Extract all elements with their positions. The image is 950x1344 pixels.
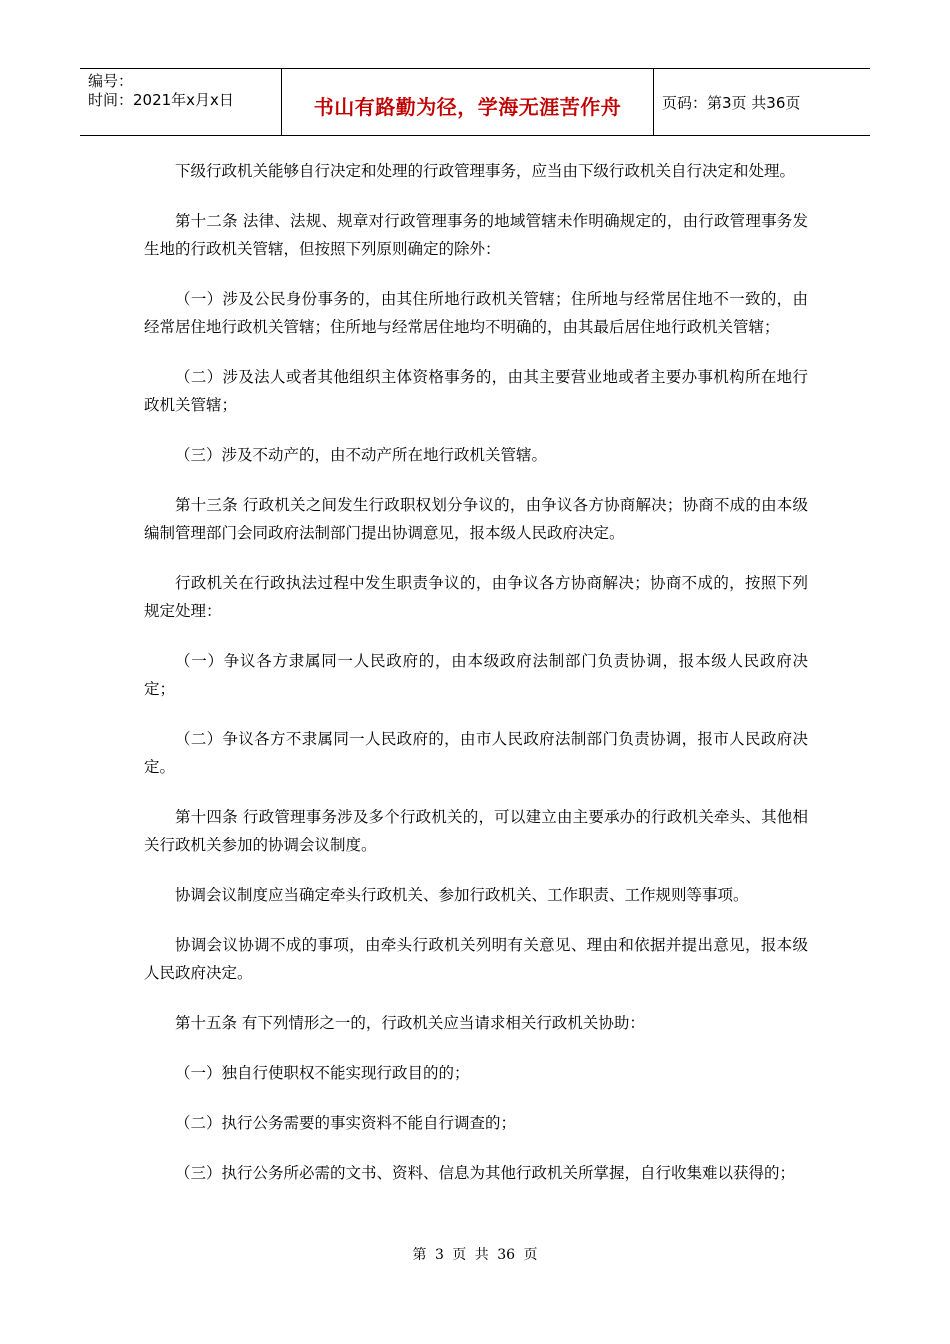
paragraph: （二）涉及法人或者其他组织主体资格事务的，由其主要营业地或者主要办事机构所在地行政机关管辖； — [144, 368, 808, 414]
paragraph: （一）争议各方隶属同一人民政府的，由本级政府法制部门负责协调，报本级人民政府决定； — [144, 652, 808, 698]
footer-page-number: 第 3 页 共 36 页 — [412, 1247, 538, 1263]
header-page-info — [654, 69, 870, 135]
paragraph: 第十四条 行政管理事务涉及多个行政机关的，可以建立由主要承办的行政机关牵头、其他相关行政机关参加的协调会议制度。 — [144, 808, 808, 854]
document-header — [80, 68, 870, 136]
page-info-text: 页码：第3页 共36页 — [662, 93, 801, 112]
paragraph: 协调会议协调不成的事项，由牵头行政机关列明有关意见、理由和依据并提出意见，报本级人民政府决定。 — [144, 936, 808, 982]
document-body — [144, 157, 808, 1209]
paragraph: 行政机关在行政执法过程中发生职责争议的，由争议各方协商解决；协商不成的，按照下列规定处理： — [144, 574, 808, 620]
paragraph: 第十五条 有下列情形之一的，行政机关应当请求相关行政机关协助： — [175, 1014, 645, 1032]
paragraph: （二）争议各方不隶属同一人民政府的，由市人民政府法制部门负责协调，报市人民政府决定。 — [144, 730, 808, 776]
paragraph: （二）执行公务需要的事实资料不能自行调查的； — [175, 1114, 517, 1132]
paragraph: 第十三条 行政机关之间发生行政职权划分争议的，由争议各方协商解决；协商不成的由本级编制管理部门会同政府法制部门提出协调意见，报本级人民政府决定。 — [144, 496, 808, 542]
page-footer — [0, 1244, 950, 1264]
paragraph: 下级行政机关能够自行决定和处理的行政管理事务，应当由下级行政机关自行决定和处理。 — [175, 162, 796, 180]
header-motto: 书山有路勤为径，学海无涯苦作舟 — [313, 94, 622, 119]
paragraph: 第十二条 法律、法规、规章对行政管理事务的地域管辖未作明确规定的，由行政管理事务发生地的行政机关管辖，但按照下列原则确定的除外： — [144, 212, 808, 258]
document-number-label: 编号： — [88, 72, 134, 90]
paragraph: （三）涉及不动产的，由不动产所在地行政机关管辖。 — [175, 446, 548, 464]
header-motto-cell — [282, 69, 654, 135]
paragraph: （三）执行公务所必需的文书、资料、信息为其他行政机关所掌握，自行收集难以获得的； — [175, 1164, 796, 1182]
paragraph: （一）独自行使职权不能实现行政目的的； — [175, 1064, 470, 1082]
paragraph: 协调会议制度应当确定牵头行政机关、参加行政机关、工作职责、工作规则等事项。 — [175, 886, 749, 904]
header-meta — [80, 69, 282, 135]
document-date: 时间：2021年x月x日 — [88, 91, 234, 109]
paragraph: （一）涉及公民身份事务的，由其住所地行政机关管辖；住所地与经常居住地不一致的，由经常居住地行政机关管辖；住所地与经常居住地均不明确的，由其最后居住地行政机关管辖； — [144, 290, 808, 336]
